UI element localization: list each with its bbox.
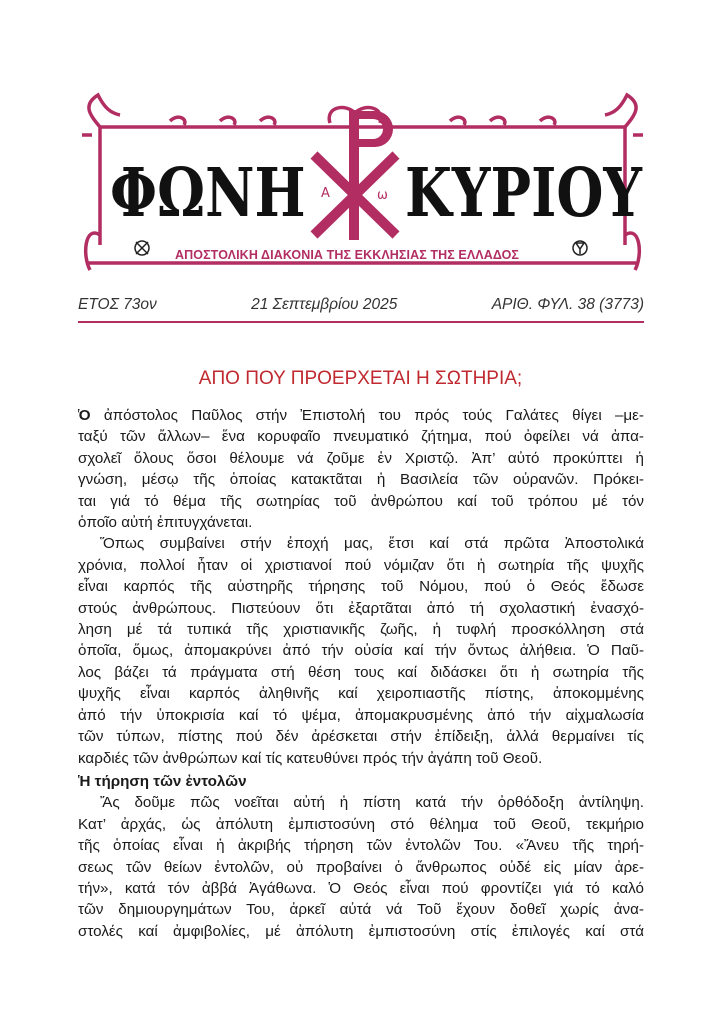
year: ΕΤΟΣ 73ον: [78, 296, 157, 313]
article-title: ΑΠΟ ΠΟΥ ΠΡΟΕΡΧΕΤΑΙ Η ΣΩΤΗΡΙΑ;: [198, 368, 523, 389]
chi-rho-icon: [314, 110, 396, 240]
text-line: σεως τῶν θείων ἐντολῶν, οὐ προβαίνει ὁ ἄνθρωπος οὐδέ εἰς μίαν ἀρε-: [78, 858, 644, 876]
paragraph-1: [78, 405, 644, 533]
text-line: ληση μέ τά τυπικά τῆς χριστιανικῆς ζωῆς, ἡ τυφλή προσκόλληση στά: [78, 621, 644, 639]
text-line: ὁποῖο αὐτή ἐπιτυγχάνεται.: [78, 514, 253, 532]
logo-word-kyriou: ΚΥΡΙΟΥ: [405, 152, 642, 232]
omega-letter: ω: [377, 188, 388, 203]
text-line: λος βάζει τά πράγματα στή θέση τους καί διδάσκει ὅτι ἡ σωτηρία τῆς: [78, 663, 644, 681]
text-line: σχολεῖ ὅλους ὅσοι θέλουμε νά ζοῦμε ἐν Χριστῷ. Ἀπ’ αὐτό προκύπτει ἡ: [78, 449, 644, 467]
text-line: στούς ἀνθρώπους. Πιστεύουν ὅτι ἐξαρτᾶται ἀπό τή σχολαστική ἐνασχό-: [78, 599, 644, 617]
drop-initial: Ὁ: [78, 407, 91, 424]
alpha-letter: Α: [321, 186, 330, 201]
masthead-subtitle: ΑΠΟΣΤΟΛΙΚΗ ΔΙΑΚΟΝΙΑ ΤΗΣ ΕΚΚΛΗΣΙΑΣ ΤΗΣ ΕΛΛΑΔΟΣ: [175, 248, 520, 262]
text-line: γνώση, μέσῳ τῆς ὁποίας κατακτᾶται ἡ Βασιλεία τῶν οὐρανῶν. Πρόκει-: [78, 471, 644, 489]
logo-word-phoni: ΦΩΝΗ: [110, 152, 306, 232]
text-line: ὁποῖα, ὅμως, ἀπομακρύνει ἀπό τήν οὐσία καί τήν ὄντως ἀλήθεια. Ὁ Παῦ-: [78, 642, 644, 660]
paragraph-2: [78, 533, 644, 768]
paragraph-3: [78, 792, 644, 942]
text-line: χρόνια, πολλοί ἦταν οἱ χριστιανοί πού νόμιζαν ὅτι ἡ σωτηρία τῆς ψυχῆς: [78, 556, 644, 574]
text-line: καρδιές τῶν ἀνθρώπων καί τίς κατευθύνει πρός τήν ἀγάπη τοῦ Θεοῦ.: [78, 749, 543, 767]
text-line: [78, 405, 644, 426]
issue-info-bar: [78, 296, 644, 314]
article-body: [78, 405, 644, 942]
text-line: ψυχῆς εἶναι καρπός ἀληθινῆς καί χειροπιαστῆς πίστης, ἀποκομμένης: [78, 685, 644, 703]
subheading: Ἡ τήρηση τῶν ἐντολῶν: [78, 772, 247, 790]
date: 21 Σεπτεμβρίου 2025: [251, 296, 398, 313]
right-chalice-icon: [573, 241, 587, 255]
text-line: Κατ’ ἀρχάς, ὡς ἀπόλυτη ἐμπιστοσύνη στό θέλημα τοῦ Θεοῦ, τεκμήριο: [78, 815, 644, 833]
text-line: ταξύ τῶν ἄλλων– ἕνα κορυφαῖο πνευματικό ζήτημα, πού ὀφείλει νά ἀπα-: [78, 428, 644, 446]
issue-number: ΑΡΙΘ. ΦΥΛ. 38 (3773): [491, 296, 644, 313]
left-emblem-icon: [135, 241, 149, 255]
text-line: εἶναι καρπός τῆς αὐστηρῆς τήρησης τοῦ Νόμου, πού ὁ Θεός ἔδωσε: [78, 578, 644, 596]
masthead-logo: [70, 85, 655, 275]
line-text: ἀπόστολος Παῦλος στήν Ἐπιστολή του πρός τούς Γαλάτες θίγει –με-: [90, 407, 644, 424]
text-line: τῶν τύπων, πίστης πού δέν ἀρέσκεται στήν ἐπίδειξη, ἀλλά θερμαίνει τίς: [78, 728, 644, 746]
text-line: Ὅπως συμβαίνει στήν ἐποχή μας, ἔτσι καί στά πρῶτα Ἀποστολικά: [100, 535, 644, 553]
text-line: τήν», κατά τόν ἀββά Ἀγάθωνα. Ὁ Θεός εἶναι πού φροντίζει γιά τό καλό: [78, 879, 644, 897]
text-line: ται γιά τό θέμα τῆς σωτηρίας τοῦ ἀνθρώπου καί τοῦ τρόπου μέ τόν: [78, 492, 644, 510]
text-line: Ἄς δοῦμε πῶς νοεῖται αὐτή ἡ πίστη κατά τήν ὀρθόδοξη ἀντίληψη.: [100, 794, 644, 812]
header-rule: [78, 321, 644, 323]
text-line: τῆς ὁποίας εἶναι ἡ ἀκριβής τήρηση τῶν ἐντολῶν Του. «Ἄνευ τῆς τηρή-: [78, 837, 644, 855]
text-line: τῶν δημιουργημάτων Του, ἀρκεῖ αὐτά νά Τοῦ ἔχουν δοθεῖ χωρίς ἀνα-: [78, 901, 644, 919]
text-line: στολές καί ἀμφιβολίες, μέ ἀπόλυτη ἐμπιστοσύνη στίς ἐπιλογές καί στά: [78, 922, 644, 940]
text-line: ἀπό τήν ὑποκρισία καί τό ψέμα, ἀπομακρυσμένης ἀπό τήν αἰχμαλωσία: [78, 706, 644, 724]
